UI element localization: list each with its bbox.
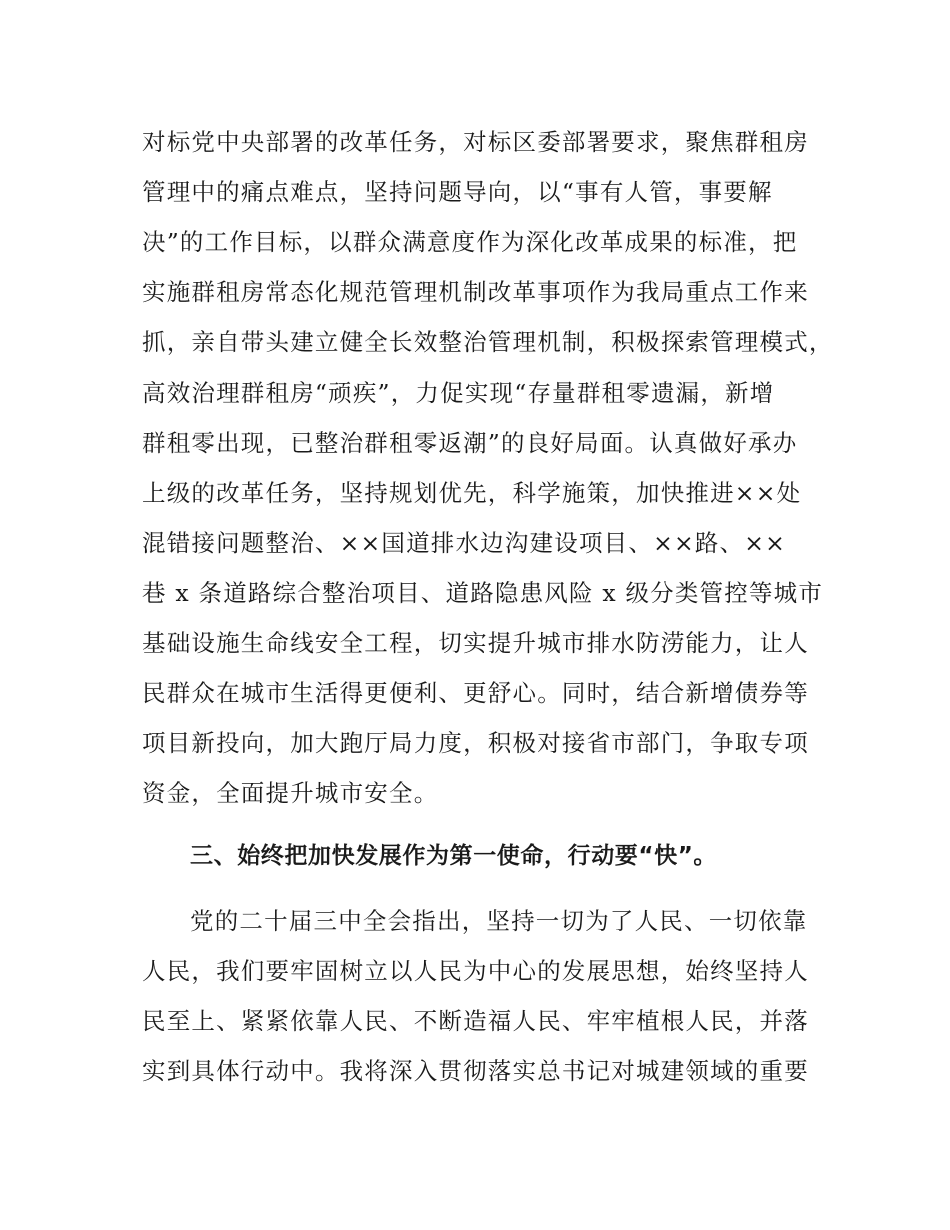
text-line: 民至上、紧紧依靠人民、不断造福人民、牢牢植根人民，并落 [142, 1007, 809, 1035]
text-line: 资金，全面提升城市安全。 [142, 779, 439, 807]
text-line: 对标党中央部署的改革任务，对标区委部署要求，聚焦群租房 [142, 128, 809, 156]
section-heading: 三、始终把加快发展作为第一使命，行动要“快”。 [190, 843, 718, 869]
text-line: 民群众在城市生活得更便利、更舒心。同时，结合新增债券等 [142, 679, 809, 707]
text-line: 巷 x 条道路综合整治项目、道路隐患风险 x 级分类管控等城市 [142, 579, 824, 607]
text-line: 项目新投向，加大跑厅局力度，积极对接省市部门，争取专项 [142, 729, 809, 757]
text-line: 实到具体行动中。我将深入贯彻落实总书记对城建领域的重要 [142, 1057, 809, 1085]
text-line: 党的二十届三中全会指出，坚持一切为了人民、一切依靠 [190, 907, 808, 935]
text-line: 管理中的痛点难点，坚持问题导向，以“事有人管，事要解 [142, 178, 773, 206]
text-line: 高效治理群租房“顽疾”，力促实现“存量群租零遗漏，新增 [142, 379, 775, 407]
text-line: 上级的改革任务，坚持规划优先，科学施策，加快推进××处 [142, 479, 802, 507]
text-line: 基础设施生命线安全工程，切实提升城市排水防涝能力，让人 [142, 629, 809, 657]
text-line: 混错接问题整治、××国道排水边沟建设项目、××路、×× [142, 529, 787, 557]
text-line: 人民，我们要牢固树立以人民为中心的发展思想，始终坚持人 [142, 957, 809, 985]
text-line: 实施群租房常态化规范管理机制改革事项作为我局重点工作来 [142, 278, 809, 306]
text-line: 决”的工作目标，以群众满意度作为深化改革成果的标准，把 [142, 228, 798, 256]
text-line: 抓，亲自带头建立健全长效整治管理机制，积极探索管理模式， [142, 328, 834, 356]
text-line: 群租零出现，已整治群租零返潮”的良好局面。认真做好承办 [142, 429, 798, 457]
